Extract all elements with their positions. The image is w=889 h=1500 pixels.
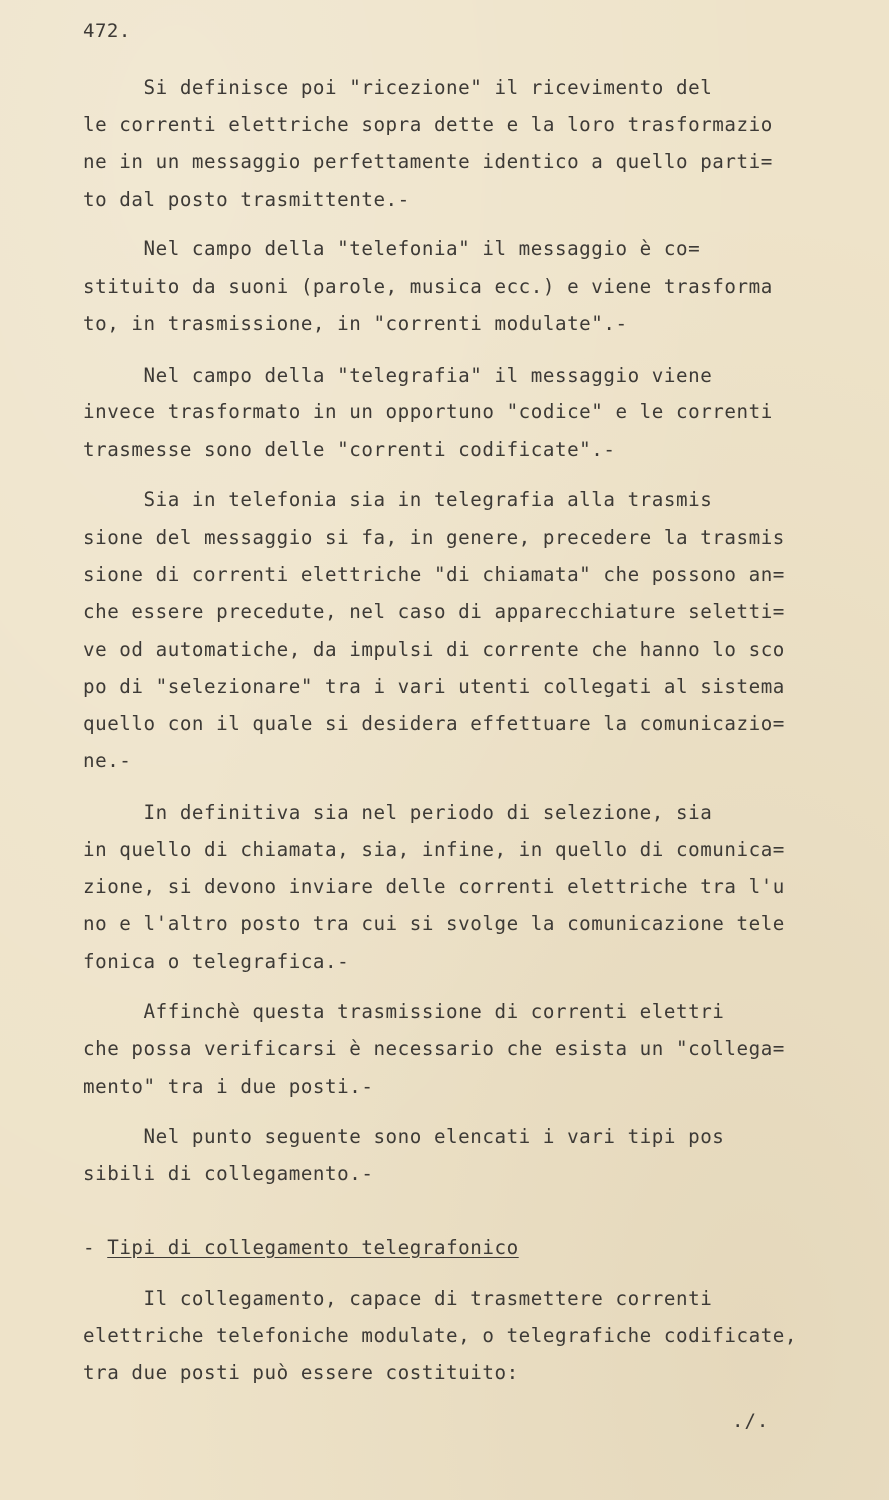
paragraph-5-line-1: In definitiva sia nel periodo di selezione, sia [83, 801, 713, 824]
paragraph-1-line-3: ne in un messaggio perfettamente identico a quello parti= [83, 150, 773, 173]
paragraph-7-line-2: sibili di collegamento.- [83, 1162, 374, 1185]
paragraph-6-line-2: che possa verificarsi è necessario che esista un "collega= [83, 1037, 785, 1060]
paragraph-4-line-8: ne.- [83, 749, 132, 772]
page-number: 472. [83, 20, 131, 42]
paragraph-5-line-2: in quello di chiamata, sia, infine, in quello di comunica= [83, 838, 785, 861]
paragraph-4-line-3: sione di correnti elettriche "di chiamata" che possono an= [83, 563, 785, 586]
final-paragraph-line-1: Il collegamento, capace di trasmettere correnti [83, 1287, 713, 1310]
section-heading [83, 1236, 519, 1260]
final-paragraph-line-2: elettriche telefoniche modulate, o telegrafiche codificate, [83, 1324, 798, 1347]
paragraph-7-line-1: Nel punto seguente sono elencati i vari tipi pos [83, 1125, 725, 1148]
paragraph-5-line-3: zione, si devono inviare delle correnti elettriche tra l'u [83, 875, 785, 898]
paragraph-4-line-7: quello con il quale si desidera effettuare la comunicazio= [83, 712, 785, 735]
paragraph-3-line-1: Nel campo della "telegrafia" il messaggio viene [83, 364, 713, 387]
paragraph-4-line-2: sione del messaggio si fa, in genere, precedere la trasmis [83, 526, 785, 549]
paragraph-3-line-3: trasmesse sono delle "correnti codificate".- [83, 438, 616, 461]
paragraph-4-line-1: Sia in telefonia sia in telegrafia alla trasmis [83, 488, 713, 511]
paragraph-2-line-3: to, in trasmissione, in "correnti modulate".- [83, 312, 628, 335]
section-heading-title: Tipi di collegamento telegrafonico [107, 1236, 519, 1259]
paragraph-1-line-2: le correnti elettriche sopra dette e la loro trasformazio [83, 113, 773, 136]
paragraph-5-line-5: fonica o telegrafica.- [83, 950, 350, 973]
paragraph-5-line-4: no e l'altro posto tra cui si svolge la comunicazione tele [83, 912, 785, 935]
paragraph-2-line-2: stituito da suoni (parole, musica ecc.) e viene trasforma [83, 275, 773, 298]
paragraph-1-line-4: to dal posto trasmittente.- [83, 188, 410, 211]
final-paragraph-line-3: tra due posti può essere costituito: [83, 1361, 519, 1384]
paragraph-3-line-2: invece trasformato in un opportuno "codice" e le correnti [83, 400, 773, 423]
paragraph-4-line-5: ve od automatiche, da impulsi di corrente che hanno lo sco [83, 638, 785, 661]
section-heading-dash: - [83, 1236, 108, 1259]
paragraph-6-line-1: Affinchè questa trasmissione di correnti elettri [83, 1000, 725, 1023]
continuation-mark: ./. [732, 1410, 770, 1432]
paragraph-4-line-6: po di "selezionare" tra i vari utenti collegati al sistema [83, 675, 785, 698]
paragraph-2-line-1: Nel campo della "telefonia" il messaggio è co= [83, 237, 701, 260]
paragraph-4-line-4: che essere precedute, nel caso di apparecchiature seletti= [83, 600, 785, 623]
paragraph-6-line-3: mento" tra i due posti.- [83, 1075, 374, 1098]
paragraph-1-line-1: Si definisce poi "ricezione" il ricevimento del [83, 76, 713, 99]
